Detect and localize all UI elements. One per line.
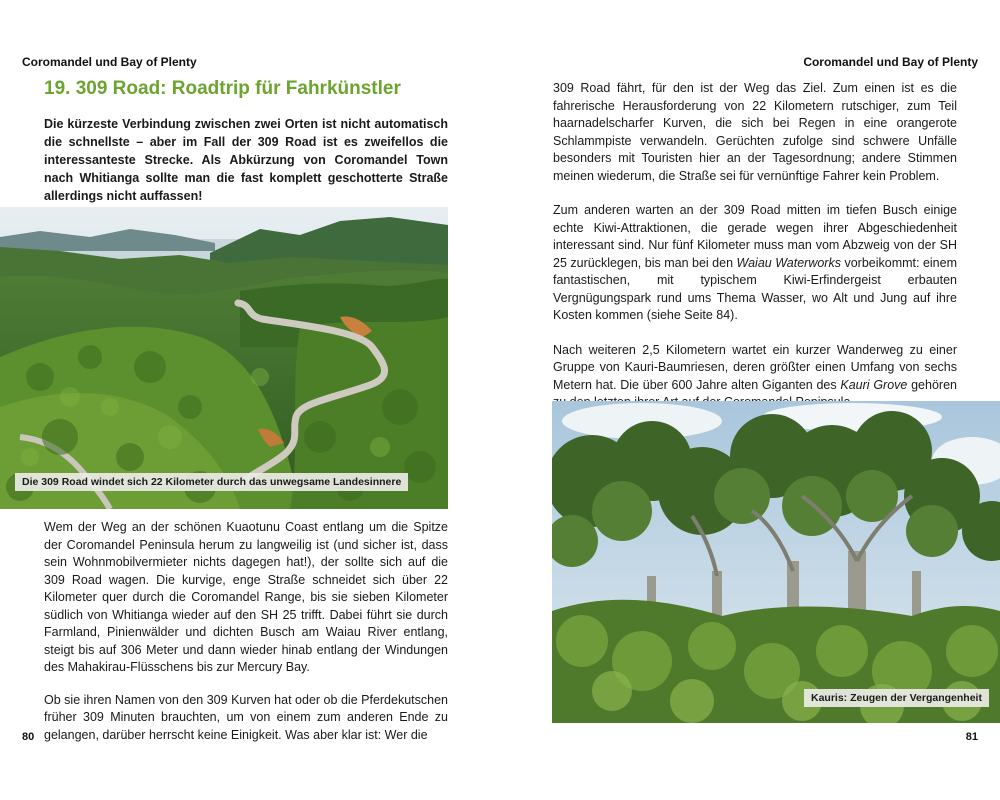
lead-paragraph: Die kürzeste Verbindung zwischen zwei Orten ist nicht automatisch die schnellste – aber im Fall der 309 Road ist es zweifellos die interessanteste Strecke. Als Abkürzung von Coromandel Town nach Whitianga sollte man die fast komplett geschotterte Straße allerdings nicht auffassen! [44, 117, 448, 203]
text-run: vorbeikommt: einem fantastischen, mit typischem Kiwi-Erfindergeist erbauten Vergnügungspark rund ums Thema Wasser, wo Alt und Jung auf ihre Kosten kommen (siehe Seite 84). [553, 255, 957, 322]
text-run: gehören [911, 377, 957, 392]
kauri-photo-caption: Kauris: Zeugen der Vergangenheit [804, 689, 989, 707]
emphasis-kauri-grove: Kauri Grove [840, 377, 908, 392]
body-paragraph: Ob sie ihren Namen von den 309 Kurven hat oder ob die Pferdekutschen früher 309 Minuten brauchten, um von einem zum anderen Ende zu gelangen, darüber herrscht keine Einigkeit. Was aber klar ist: Wer die [44, 692, 448, 742]
right-body-text [553, 80, 957, 429]
left-body-text [44, 519, 448, 759]
running-head-right: Coromandel und Bay of Plenty [803, 55, 978, 69]
chapter-title: 19. 309 Road: Roadtrip für Fahrkünstler [44, 78, 401, 99]
road-photo [0, 207, 448, 509]
body-paragraph: 309 Road fährt, für den ist der Weg das Ziel. Zum einen ist es die fahrerische Herausforderung von 22 Kilometern rutschiger, zum Teil haarnadelscharfer Kurven, die sich bei Regen in eine orangerote Schlammpiste verwandeln. Gerüchten zufolge sind schwere Unfälle besonders mit Touristen hier an der Tagesordnung; andere Stimmen meinen wiederum, die Straße sei für vernünftige Fahrer kein Problem. [553, 81, 957, 183]
road-photo-caption: Die 309 Road windet sich 22 Kilometer durch das unwegsame Landesinnere [15, 473, 408, 491]
emphasis-waiau-waterworks: Waiau Waterworks [736, 255, 841, 270]
body-paragraph: Wem der Weg an der schönen Kuaotunu Coast entlang um die Spitze der Coromandel Peninsula herum zu langweilig ist (und sicher ist, dass sein Wohnmobilvermieter nichts dagegen hat!), der sollte sich auf die 309 Road wagen. Die kurvige, enge Straße schneidet sich über 22 Kilometer quer durch die Coromandel Range, bis sie sieben Kilometer südlich von Whitianga wieder auf den SH 25 trifft. Dabei führt sie durch Farmland, Pinienwälder und dichten Busch am Waiau River entlang, steigt bis auf 306 Meter und dann wieder hinab entlang der Windungen des Mahakirau-Flüsschens bis zur Mercury Bay. [44, 520, 448, 674]
text-run: Nach weiteren 2,5 Kilometern wartet ein kurzer Wanderweg zu einer Gruppe von Kauri-Baumriesen, deren größter einen Umfang von sechs Metern hat. Die über 600 Jahre alten Giganten des [553, 342, 957, 392]
text-run: Zum anderen warten an der 309 Road mitten im tiefen Busch einige echte Kiwi-Attraktionen, die gerade wegen ihrer Abgeschiedenheit interessant sind. Nur fünf Kilometer muss man vom Abzweig von der SH 25 zurücklegen, bis man bei den [553, 203, 957, 270]
page-number-left: 80 [22, 731, 35, 743]
page-number-right: 81 [965, 731, 978, 743]
body-paragraph [553, 202, 957, 325]
running-head-left: Coromandel und Bay of Plenty [22, 55, 197, 69]
kauri-photo [552, 401, 1000, 723]
